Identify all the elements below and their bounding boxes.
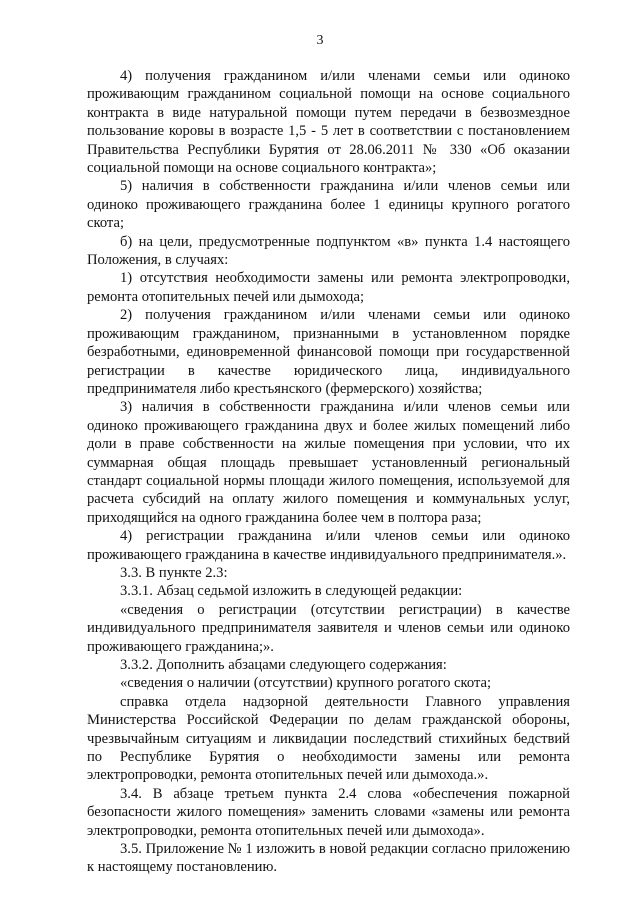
paragraph: б) на цели, предусмотренные подпунктом «в» пункта 1.4 настоящего Положения, в случаях: — [87, 233, 570, 269]
paragraph: 3.4. В абзаце третьем пункта 2.4 слова «обеспечения пожарной безопасности жилого помещения» заменить словами «замены или ремонта электропроводки, ремонта отопительных печей или дымохода». — [87, 785, 570, 839]
paragraph: «сведения о наличии (отсутствии) крупного рогатого скота; — [120, 675, 492, 692]
paragraph: 3.3.2. Дополнить абзацами следующего содержания: — [120, 657, 447, 673]
paragraph: 4) регистрации гражданина и/или членов семьи или одиноко проживающего гражданина в качестве индивидуального предпринимателя.». — [87, 528, 570, 563]
document-body — [87, 67, 570, 877]
page-number: 3 — [316, 33, 324, 48]
paragraph: 3.3.1. Абзац седьмой изложить в следующей редакции: — [120, 583, 463, 600]
paragraph: «сведения о регистрации (отсутствии регистрации) в качестве индивидуального предпринимателя заявителя и членов семьи или одиноко проживающего гражданина;». — [87, 601, 570, 655]
paragraph: 4) получения гражданином и/или членами семьи или одиноко проживающим гражданином социальной помощи на основе социального контракта в виде натуральной помощи путем передачи в безвозмездное пользование коровы в возрасте 1,5 - 5 лет в соответствии с постановлением Правительства Республики Бурятия от 28.06.2011 № 330 «Об оказании социальной помощи на основе социального контракта»; — [87, 68, 570, 177]
paragraph: 5) наличия в собственности гражданина и/или членов семьи или одиноко проживающего гражданина более 1 единицы крупного рогатого скота; — [87, 178, 570, 232]
paragraph: справка отдела надзорной деятельности Главного управления Министерства Российской Федерации по делам гражданской обороны, чрезвычайным ситуациям и ликвидации последствий стихийных бедствий по Республике Бурятия о необходимости замены или ремонта электропроводки, ремонта отопительных печей или дымохода.». — [87, 693, 570, 784]
paragraph: 3) наличия в собственности гражданина и/или членов семьи или одиноко проживающего гражданина двух и более жилых помещений либо доли в праве собственности на жилые помещения при условии, что их суммарная общая площадь превышает установленный региональный стандарт социальной нормы площади жилого помещения, используемой для расчета субсидий на оплату жилого помещения и коммунальных услуг, приходящийся на одного гражданина более чем в полтора раза; — [87, 399, 570, 526]
paragraph: 3.5. Приложение № 1 изложить в новой редакции согласно приложению к настоящему постановлению. — [87, 841, 570, 876]
paragraph: 3.3. В пункте 2.3: — [120, 564, 228, 581]
paragraph: 2) получения гражданином и/или членами семьи или одиноко проживающим гражданином, признанными в установленном порядке безработными, единовременной финансовой помощи при государственной регистрации в качестве юридического лица, индивидуального предпринимателя либо крестьянского (фермерского) хозяйства; — [87, 307, 570, 397]
paragraph: 1) отсутствия необходимости замены или ремонта электропроводки, ремонта отопительных печей или дымохода; — [87, 270, 570, 305]
